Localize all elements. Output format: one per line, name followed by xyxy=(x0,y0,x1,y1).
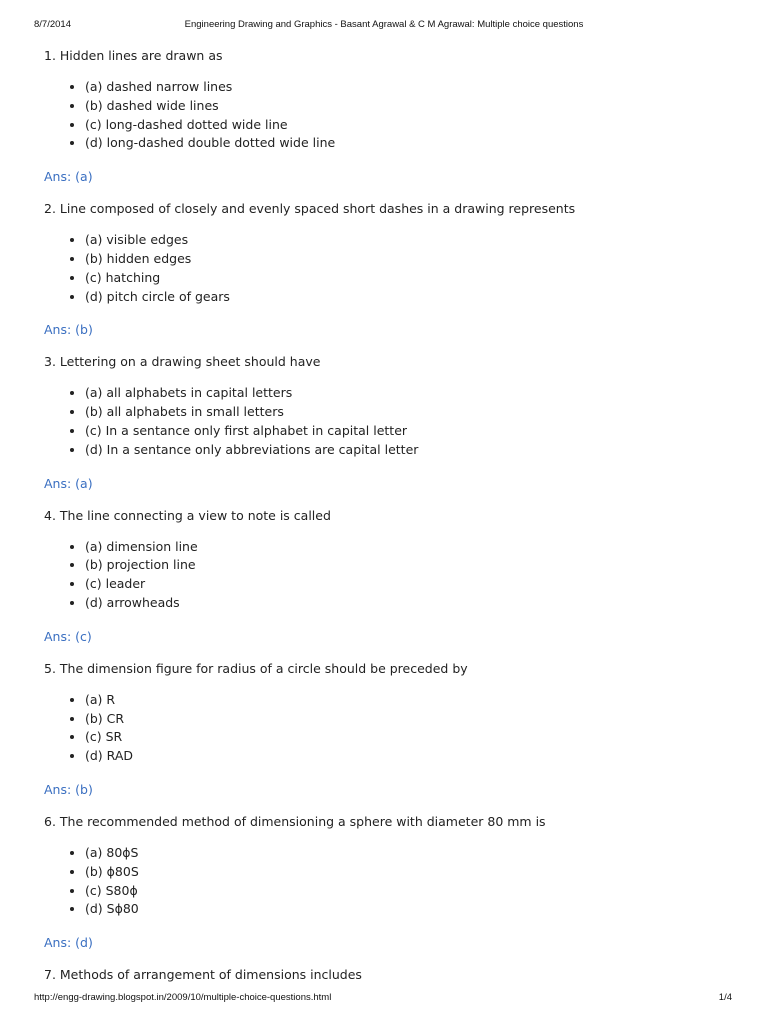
options-list xyxy=(44,538,734,613)
options-list xyxy=(44,78,734,153)
answer: Ans: (c) xyxy=(44,628,92,644)
option-item: • (b) hidden edges xyxy=(85,250,734,269)
option-item: • (c) In a sentance only first alphabet in capital letter xyxy=(85,422,734,441)
question-text: 7. Methods of arrangement of dimensions includes xyxy=(44,967,362,983)
option-item: • (b) projection line xyxy=(85,556,734,575)
option-item: • (a) all alphabets in capital letters xyxy=(85,384,734,403)
option-item: • (d) Sɸ80 xyxy=(85,900,734,919)
option-item: • (d) long-dashed double dotted wide line xyxy=(85,134,734,153)
option-item: • (b) CR xyxy=(85,710,734,729)
option-item: • (c) SR xyxy=(85,728,734,747)
option-item: • (b) all alphabets in small letters xyxy=(85,403,734,422)
question-7 xyxy=(44,967,734,983)
option-item: • (c) hatching xyxy=(85,269,734,288)
answer: Ans: (b) xyxy=(44,322,93,338)
question-6 xyxy=(44,814,734,951)
options-list xyxy=(44,844,734,919)
option-item: • (d) pitch circle of gears xyxy=(85,288,734,307)
option-item: • (b) dashed wide lines xyxy=(85,97,734,116)
print-date: 8/7/2014 xyxy=(34,19,71,30)
option-item: • (a) R xyxy=(85,691,734,710)
question-2 xyxy=(44,201,734,338)
questions-list xyxy=(44,48,734,983)
question-text: 4. The line connecting a view to note is called xyxy=(44,507,331,523)
page-url: http://engg-drawing.blogspot.in/2009/10/multiple-choice-questions.html xyxy=(34,992,332,1003)
option-item: • (c) long-dashed dotted wide line xyxy=(85,116,734,135)
page-title: Engineering Drawing and Graphics - Basant Agrawal & C M Agrawal: Multiple choice questions xyxy=(184,19,584,30)
question-5 xyxy=(44,661,734,798)
option-item: • (a) visible edges xyxy=(85,231,734,250)
answer: Ans: (a) xyxy=(44,475,93,491)
option-item: • (a) 80ɸS xyxy=(85,844,734,863)
question-text: 1. Hidden lines are drawn as xyxy=(44,48,223,63)
answer: Ans: (b) xyxy=(44,781,93,797)
options-list xyxy=(44,231,734,306)
question-text: 6. The recommended method of dimensioning a sphere with diameter 80 mm is xyxy=(44,813,546,829)
option-item: • (d) In a sentance only abbreviations are capital letter xyxy=(85,441,734,460)
answer: Ans: (a) xyxy=(44,169,93,185)
question-3 xyxy=(44,354,734,491)
options-list xyxy=(44,384,734,459)
question-text: 3. Lettering on a drawing sheet should have xyxy=(44,354,321,370)
question-text: 2. Line composed of closely and evenly spaced short dashes in a drawing represents xyxy=(44,201,576,217)
option-item: • (d) arrowheads xyxy=(85,594,734,613)
question-4 xyxy=(44,508,734,645)
question-text: 5. The dimension figure for radius of a circle should be preceded by xyxy=(44,660,468,676)
option-item: • (c) leader xyxy=(85,575,734,594)
options-list xyxy=(44,691,734,766)
option-item: • (a) dashed narrow lines xyxy=(85,78,734,97)
answer: Ans: (d) xyxy=(44,935,93,951)
option-item: • (b) ɸ80S xyxy=(85,863,734,882)
question-1 xyxy=(44,48,734,185)
option-item: • (d) RAD xyxy=(85,747,734,766)
page-number: 1/4 xyxy=(718,992,732,1003)
option-item: • (c) S80ɸ xyxy=(85,882,734,901)
option-item: • (a) dimension line xyxy=(85,538,734,557)
